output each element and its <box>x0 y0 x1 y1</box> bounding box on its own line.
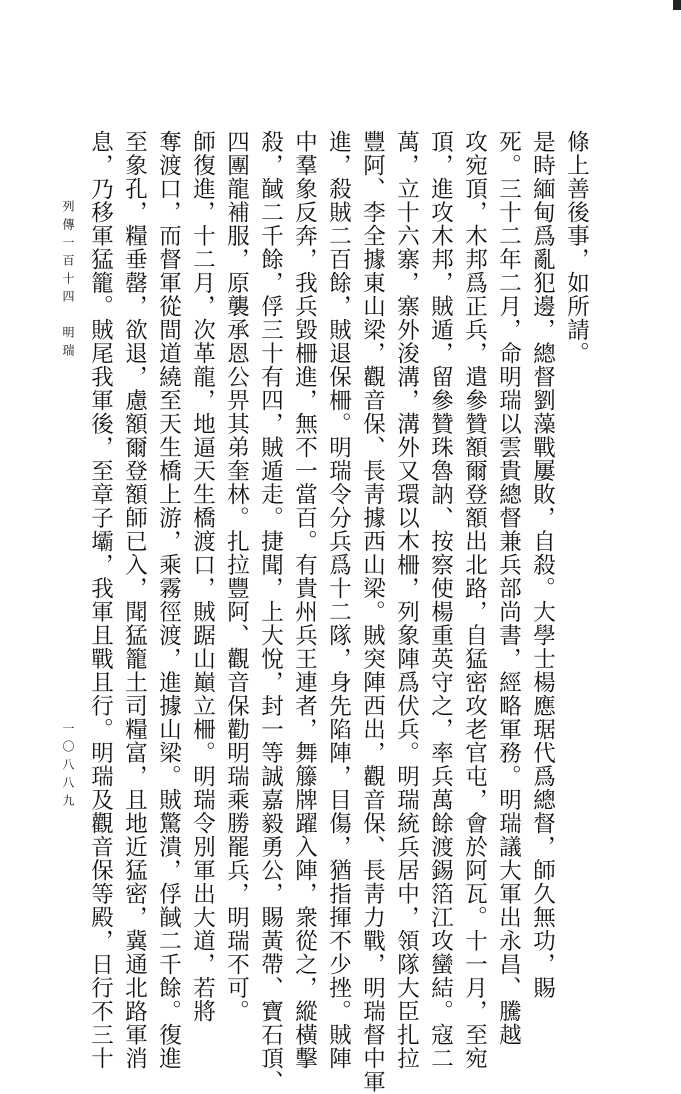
text-column-7: 豐阿、李全據東山梁，觀音保、長靑據西山梁。賊突陣西出，觀音保、長靑力戰，明瑞督中軍 <box>359 130 386 1094</box>
text-column-12: 師復進，十二月，次革龍，地逼天生橋渡口，賊踞山巔立柵。明瑞令別軍出大道，若將 <box>189 130 216 1023</box>
text-column-2: 是時緬甸爲亂犯邊，總督劉藻戰屢敗，自殺。大學士楊應琚代爲總督，師久無功，賜 <box>529 130 556 1000</box>
text-column-13: 奪渡口，而督軍從間道繞至天生橋上游，乘霧徑渡，進據山梁。賊驚潰，俘馘二千餘。復進 <box>155 130 182 1070</box>
text-column-11: 四團龍補服，原襲承恩公畀其弟奎林。扎拉豐阿、觀音保勸明瑞乘勝罷兵，明瑞不可。 <box>223 130 250 1023</box>
text-column-3: 死。三十二年二月，命明瑞以雲貴總督兼兵部尚書，經略軍務。明瑞議大軍出永昌、騰越 <box>495 130 522 1047</box>
text-column-10: 殺，馘二千餘，俘三十有四，賊遁走。捷聞，上大悅，封一等誠嘉毅勇公，賜黃帶、寶石頂、 <box>257 130 284 1094</box>
text-column-9: 中羣象反奔，我兵毀柵進，無不一當百。有貴州兵王連者，舞籐牌躍入陣，衆從之，縱橫擊 <box>291 130 318 1070</box>
scan-corner-mark <box>673 0 681 10</box>
page-number: 一〇八八九 <box>61 722 75 812</box>
text-column-14: 至象孔，糧垂罄，欲退，慮額爾登額師已入，聞猛籠土司糧富，且地近猛密，冀通北路軍消 <box>121 130 148 1070</box>
text-column-15: 息，乃移軍猛籠。賊尾我軍後，至章子壩，我軍且戰且行。明瑞及觀音保等殿，日行不三十 <box>87 130 114 1070</box>
text-column-6: 萬，立十六寨，寨外浚溝，溝外又環以木柵，列象陣爲伏兵。明瑞統兵居中，領隊大臣扎拉 <box>393 130 420 1070</box>
running-title: 列傳一百十四 明瑞 <box>61 200 75 362</box>
text-column-4: 攻宛頂，木邦爲正兵，遣參贊額爾登額出北路，自猛密攻老官屯，會於阿瓦。十一月，至宛 <box>461 130 488 1070</box>
text-column-8: 進，殺賊二百餘，賊退保柵。明瑞令分兵爲十二隊，身先陷陣，目傷，猶指揮不少挫。賊陣 <box>325 130 352 1070</box>
text-column-1: 條上善後事，如所請。 <box>563 130 590 365</box>
text-column-5: 頂，進攻木邦，賊遁，留參贊珠魯訥、按察使楊重英守之，率兵萬餘渡錫箔江攻蠻結。寇二 <box>427 130 454 1070</box>
